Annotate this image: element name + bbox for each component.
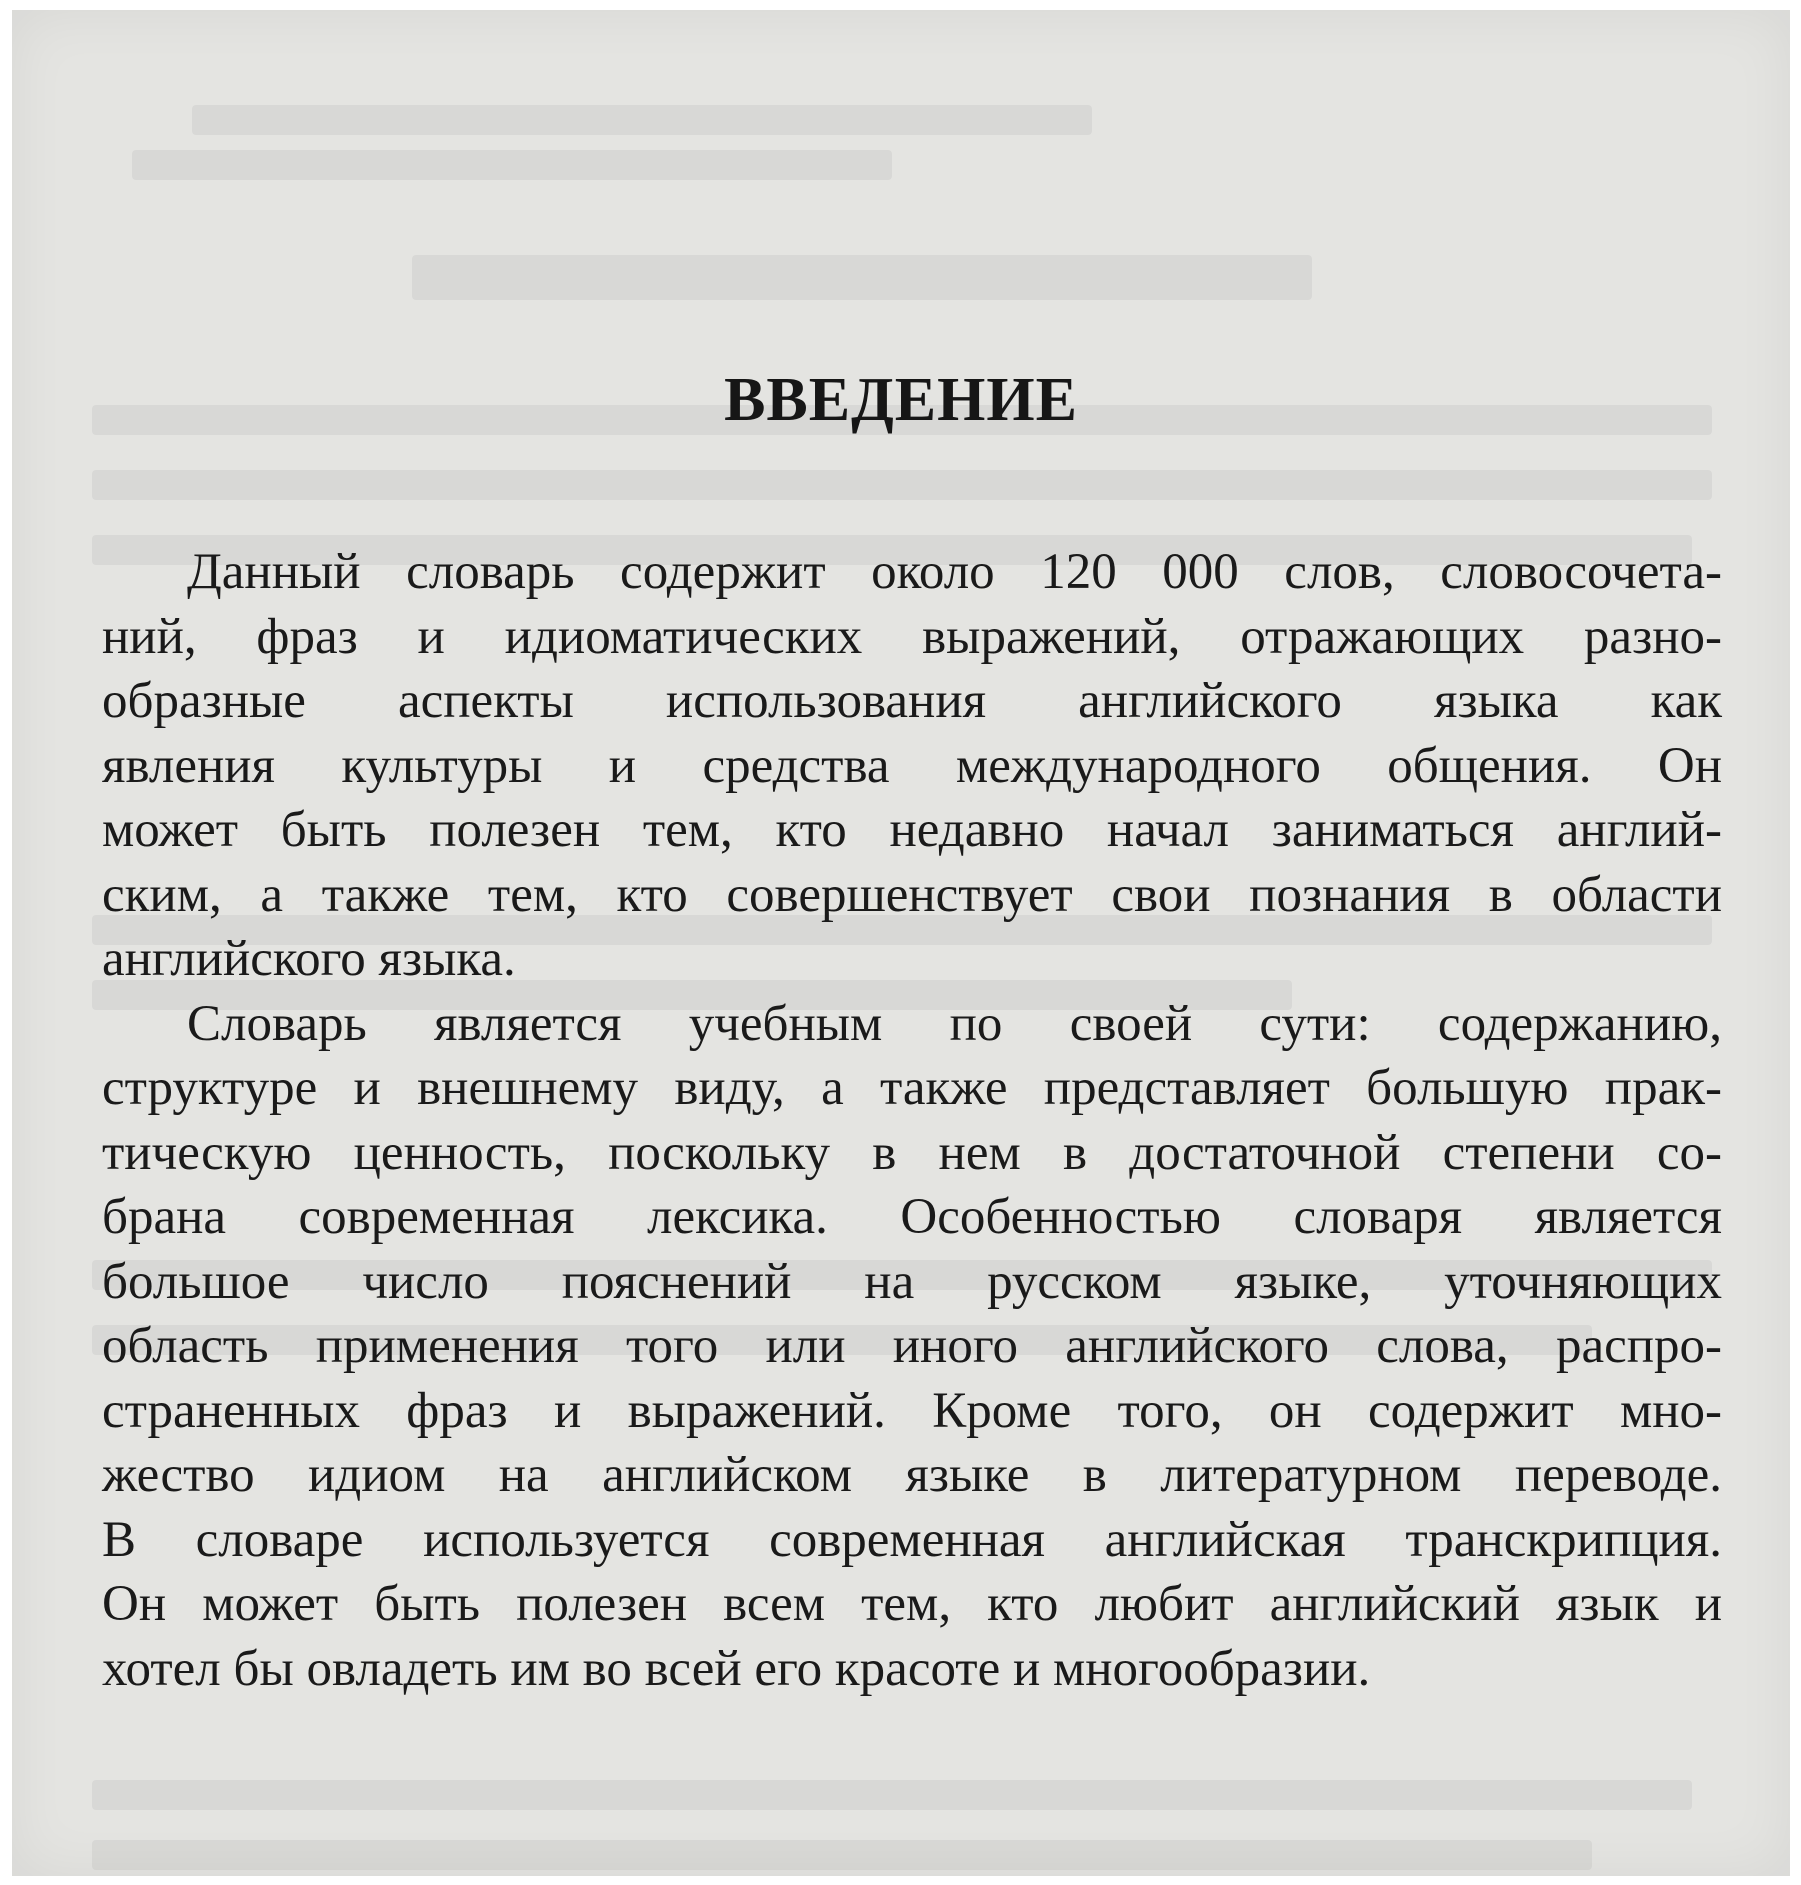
text-line: В словаре используется современная английская транскрипция. (102, 1511, 1722, 1568)
text-line: большое число пояснений на русском языке, уточняющих (102, 1253, 1722, 1310)
text-line: английского языка. (102, 931, 516, 987)
text-line: структуре и внешнему виду, а также представляет большую прак- (102, 1060, 1722, 1116)
book-page (12, 10, 1790, 1876)
text-line: ний, фраз и идиоматических выражений, отражающих разно- (102, 608, 1722, 665)
paragraph-1 (102, 540, 1722, 992)
text-line: ским, а также тем, кто совершенствует свои познания в области (102, 866, 1722, 923)
text-line: хотел бы овладеть им во всей его красоте и многообразии. (102, 1640, 1371, 1697)
text-line: тическую ценность, поскольку в нем в достаточной степени со- (102, 1124, 1722, 1181)
text-line: область применения того или иного английского слова, распро- (102, 1318, 1722, 1374)
text-line: Данный словарь содержит около 120 000 слов, словосочета- (187, 544, 1722, 600)
text-line: Он может быть полезен всем тем, кто любит английский язык и (102, 1576, 1722, 1632)
text-line: явления культуры и средства международного общения. Он (102, 737, 1722, 794)
paragraph-2 (102, 992, 1722, 1702)
text-line: образные аспекты использования английского языка как (102, 673, 1722, 729)
text-line: брана современная лексика. Особенностью словаря является (102, 1189, 1722, 1245)
text-line: страненных фраз и выражений. Кроме того, он содержит мно- (102, 1382, 1722, 1439)
page-title: ВВЕДЕНИЕ (724, 366, 1078, 434)
introduction-text (102, 540, 1722, 1701)
text-line: Словарь является учебным по своей сути: содержанию, (187, 995, 1722, 1052)
text-line: может быть полезен тем, кто недавно начал заниматься англий- (102, 802, 1722, 858)
text-line: жество идиом на английском языке в литературном переводе. (102, 1447, 1722, 1503)
